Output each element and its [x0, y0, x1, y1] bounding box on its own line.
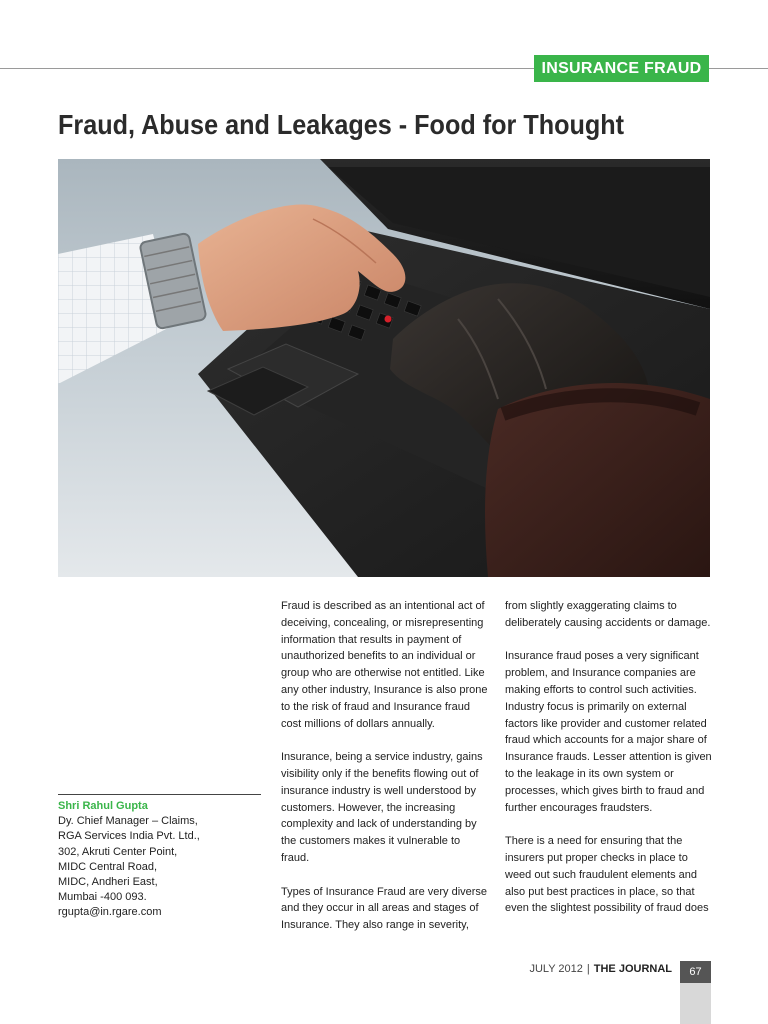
article-column-1 — [281, 598, 491, 951]
author-address-line: 302, Akruti Center Point, — [58, 845, 178, 858]
paragraph: Insurance fraud poses a very significant problem, and Insurance companies are making efforts to control such activities. Industry focus is primarily on external factors like provider and customer related fraud which accounts for a major share of Insurance frauds. Lesser attention is given to the leakage in its own system or processes, which gives birth to fraud and further encourages fraudsters. — [505, 650, 712, 814]
page-number: 67 — [680, 961, 711, 983]
author-company: RGA Services India Pvt. Ltd., — [58, 830, 200, 843]
hero-image — [58, 159, 710, 577]
paragraph: Types of Insurance Fraud are very diverse and they occur in all areas and stages of Insurance. They also range in severity, — [281, 885, 488, 932]
page-footer — [529, 963, 672, 975]
author-rule — [58, 794, 261, 795]
author-title: Dy. Chief Manager – Claims, — [58, 815, 198, 828]
paragraph: There is a need for ensuring that the insurers put proper checks in place to weed out such fraudulent elements and also put best practices in place, so that even the slightest possibility of fraud does — [505, 835, 709, 915]
paragraph: Insurance, being a service industry, gains visibility only if the benefits flowing out of insurance industry is well understood by customers. However, the increasing complexity and lack of understanding by the customers makes it vulnerable to fraud. — [281, 751, 483, 864]
paragraph: Fraud is described as an intentional act of deceiving, concealing, or misrepresenting information that results in payment of unauthorized benefits to an individual or group who are otherwise not entitled. Like any other industry, Insurance is also prone to the risk of fraud and Insurance fraud cost millions of dollars annually. — [281, 600, 488, 730]
author-address-line: MIDC, Andheri East, — [58, 876, 158, 889]
section-tag: INSURANCE FRAUD — [534, 55, 709, 82]
paragraph: from slightly exaggerating claims to deliberately causing accidents or damage. — [505, 600, 711, 629]
journal-name: THE JOURNAL — [593, 963, 672, 975]
issue-date: JULY 2012 — [529, 963, 583, 975]
footer-separator: | — [586, 963, 590, 975]
article-column-2 — [505, 598, 715, 934]
author-name: Shri Rahul Gupta — [58, 800, 148, 812]
author-email: rgupta@in.rgare.com — [58, 906, 162, 919]
article-title: Fraud, Abuse and Leakages - Food for Thought — [58, 109, 625, 140]
page-edge-strip — [680, 983, 711, 1024]
author-block — [58, 799, 268, 921]
author-address-line: MIDC Central Road, — [58, 860, 158, 873]
author-address-line: Mumbai -400 093. — [58, 891, 147, 904]
